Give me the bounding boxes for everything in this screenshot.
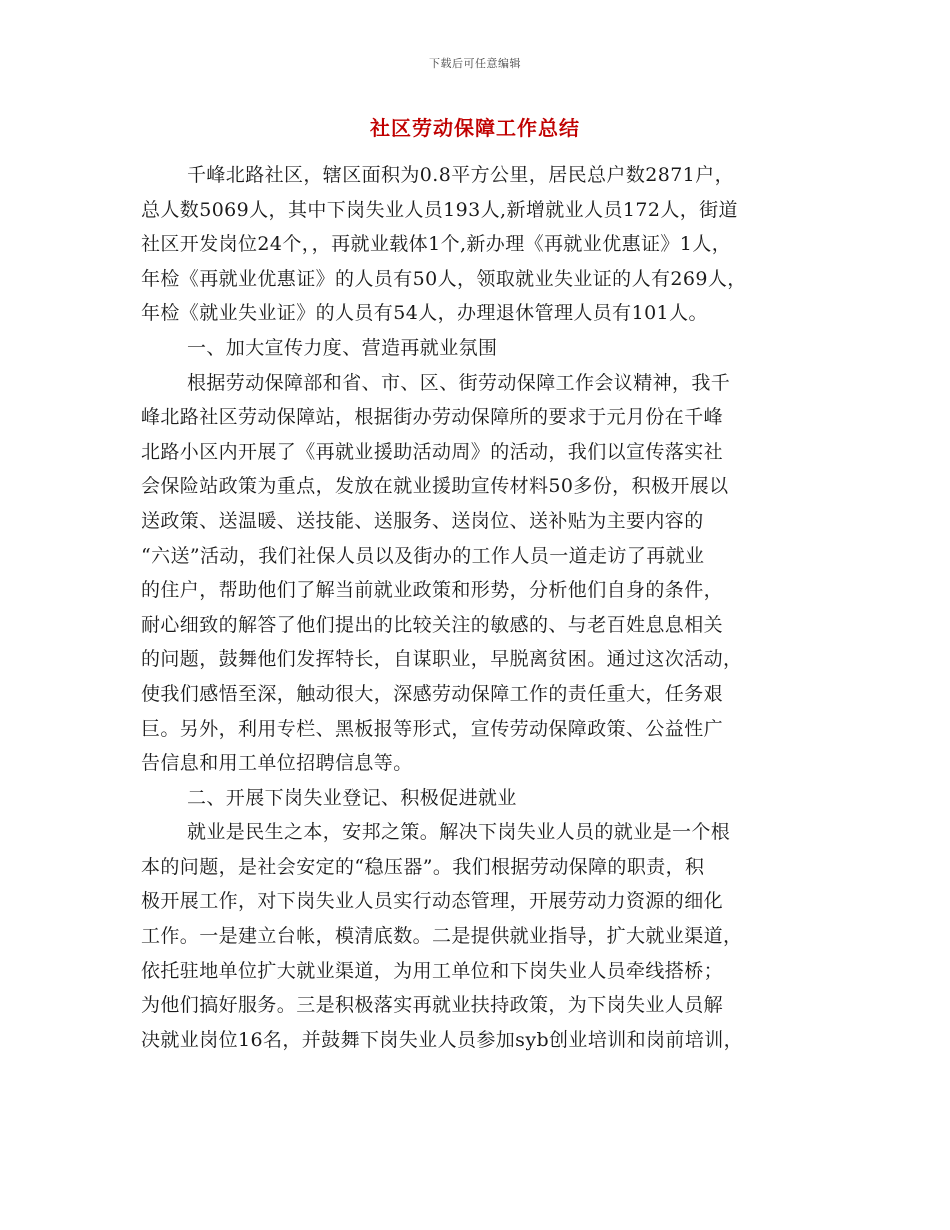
body-text-line: 社区开发岗位24个，，再就业载体1个,新办理《再就业优惠证》1人， [141, 233, 732, 256]
body-text-line: 的住户，帮助他们了解当前就业政策和形势，分析他们自身的条件， [141, 579, 724, 602]
body-text-line: 依托驻地单位扩大就业渠道，为用工单位和下岗失业人员牵线搭桥； [141, 959, 724, 982]
body-text-line: 北路小区内开展了《再就业援助活动周》的活动，我们以宣传落实社 [141, 440, 724, 463]
body-text-line: 告信息和用工单位招聘信息等。 [141, 752, 413, 775]
body-text-line: 年检《就业失业证》的人员有54人，办理退休管理人员有101人。 [141, 302, 708, 325]
body-text-line: 巨。另外，利用专栏、黑板报等形式，宣传劳动保障政策、公益性广 [141, 717, 724, 740]
body-text-line: 极开展工作，对下岗失业人员实行动态管理，开展劳动力资源的细化 [141, 890, 724, 913]
body-text-line: 为他们搞好服务。三是积极落实再就业扶持政策，为下岗失业人员解 [141, 994, 724, 1017]
body-text-line: 千峰北路社区，辖区面积为0.8平方公里，居民总户数2871户， [187, 164, 734, 186]
body-text-line: 会保险站政策为重点，发放在就业援助宣传材料50多份，积极开展以 [141, 475, 729, 498]
body-text-line: 年检《再就业优惠证》的人员有50人，领取就业失业证的人有269人， [141, 267, 747, 290]
body-text-line: 使我们感悟至深，触动很大，深感劳动保障工作的责任重大，任务艰 [141, 682, 724, 705]
body-text-line: 峰北路社区劳动保障站，根据街办劳动保障所的要求于元月份在千峰 [141, 406, 724, 429]
body-text-line: 根据劳动保障部和省、市、区、街劳动保障工作会议精神，我千 [187, 371, 731, 394]
body-text-line: 的问题，鼓舞他们发挥特长，自谋职业，早脱离贫困。通过这次活动， [141, 648, 743, 671]
body-text-line: 决就业岗位16名，并鼓舞下岗失业人员参加syb创业培训和岗前培训， [141, 1028, 744, 1051]
document-body [141, 158, 813, 1057]
document-title: 社区劳动保障工作总结 [370, 116, 580, 140]
body-text-line: 就业是民生之本，安邦之策。解决下岗失业人员的就业是一个根 [187, 821, 731, 844]
body-text-line: 工作。一是建立台帐，模清底数。二是提供就业指导，扩大就业渠道， [141, 925, 743, 948]
body-text-line: 一、加大宣传力度、营造再就业氛围 [187, 336, 498, 359]
body-text-line: “六送”活动，我们社保人员以及街办的工作人员一道走访了再就业 [141, 544, 705, 567]
body-text-line: 总人数5069人，其中下岗失业人员193人,新增就业人员172人，街道 [141, 198, 738, 221]
body-text-line: 耐心细致的解答了他们提出的比较关注的敏感的、与老百姓息息相关 [141, 613, 724, 636]
page-header-note: 下载后可任意编辑 [429, 57, 521, 70]
body-text-line: 二、开展下岗失业登记、积极促进就业 [187, 786, 517, 809]
body-text-line: 送政策、送温暖、送技能、送服务、送岗位、送补贴为主要内容的 [141, 509, 704, 532]
body-text-line: 本的问题，是社会安定的“稳压器”。我们根据劳动保障的职责，积 [141, 855, 705, 878]
